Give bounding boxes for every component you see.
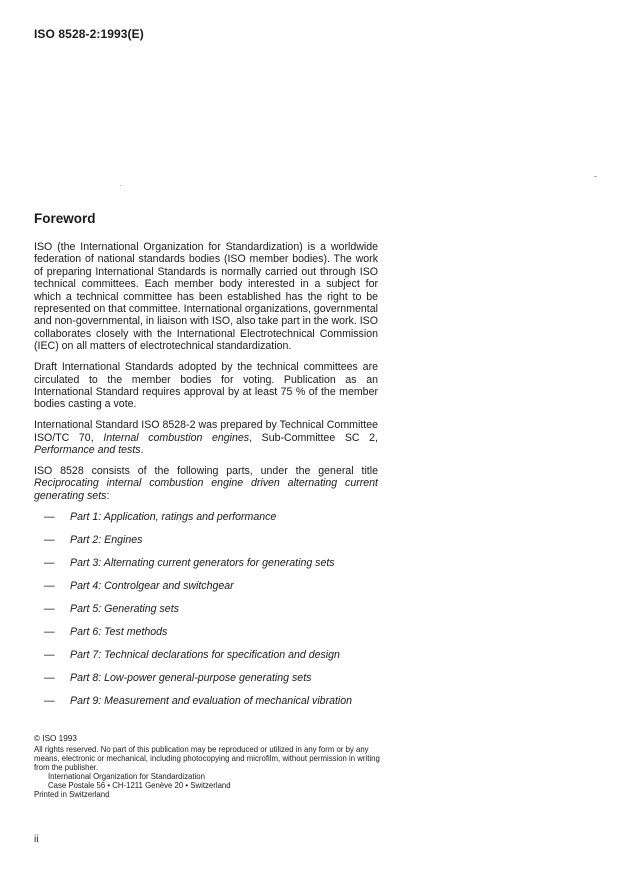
- list-item: [34, 534, 378, 557]
- part-title: Part 4: Controlgear and switchgear: [70, 579, 234, 592]
- part-title: Part 1: Application, ratings and performance: [70, 510, 277, 523]
- dash: —: [44, 694, 55, 707]
- part-title: Part 5: Generating sets: [70, 602, 179, 615]
- dash: —: [44, 556, 55, 569]
- foreword-paragraph-1: ISO (the International Organization for Standardization) is a worldwide federation of national standards bodies (ISO member bodies). The work of preparing International Standards is normally carried out through ISO technical committees. Each member body interested in a subject for which a technical committee has been established has the right to be represented on that committee. International organizations, governmental and non-governmental, in liaison with ISO, also take part in the work. ISO collaborates closely with the International Electrotechnical Commission (IEC) on all matters of electrotechnical standardization.: [34, 241, 378, 353]
- part-title: Part 9: Measurement and evaluation of mechanical vibration: [70, 694, 353, 707]
- part-title: Part 8: Low-power general-purpose generating sets: [70, 671, 312, 684]
- text-run: ISO 8528 consists of the following parts, under the general title: [34, 465, 378, 477]
- text-run: International Standard ISO 8528-2 was prepared by Technical Committee ISO/TC 70,: [34, 419, 378, 444]
- part-title: Part 3: Alternating current generators for generating sets: [70, 556, 335, 569]
- list-item: [34, 557, 378, 580]
- document-id-header: ISO 8528-2:1993(E): [34, 27, 144, 41]
- dash: —: [44, 533, 55, 546]
- foreword-paragraph-3: [34, 419, 378, 456]
- part-title: Part 6: Test methods: [70, 625, 168, 638]
- foreword-body: [34, 241, 378, 718]
- rights-statement: All rights reserved. No part of this publication may be reproduced or utilized in any form or by any means, electronic or mechanical, including photocopying and microfilm, without permission in writing from the publisher.: [34, 745, 380, 772]
- foreword-paragraph-4: [34, 465, 378, 502]
- dash: —: [44, 648, 55, 661]
- list-item: [34, 672, 378, 695]
- scan-speck: [594, 176, 597, 177]
- list-item: [34, 511, 378, 534]
- dash: —: [44, 602, 55, 615]
- dash: —: [44, 625, 55, 638]
- copyright-block: [34, 734, 384, 799]
- subcommittee-name: Performance and tests: [34, 444, 141, 457]
- organization-name: International Organization for Standardization: [48, 772, 205, 781]
- part-title: Part 2: Engines: [70, 533, 143, 546]
- parts-list: [34, 511, 378, 718]
- copyright-notice: © ISO 1993: [34, 734, 77, 743]
- committee-name: Internal combustion engines: [103, 431, 250, 444]
- list-item: [34, 580, 378, 603]
- list-item: [34, 695, 378, 718]
- text-run: :: [106, 489, 110, 502]
- general-title: Reciprocating internal combustion engine driven alternating current generating sets: [34, 477, 378, 502]
- text-run: .: [140, 444, 144, 457]
- list-item: [34, 626, 378, 649]
- text-run: , Sub-Committee SC 2,: [249, 431, 378, 444]
- foreword-title: Foreword: [34, 211, 96, 226]
- list-item: [34, 649, 378, 672]
- dash: —: [44, 510, 55, 523]
- part-title: Part 7: Technical declarations for specification and design: [70, 648, 340, 661]
- scan-speck: [120, 185, 121, 186]
- dash: —: [44, 579, 55, 592]
- dash: —: [44, 671, 55, 684]
- printed-in: Printed in Switzerland: [34, 790, 110, 799]
- page-number: ii: [34, 834, 39, 845]
- foreword-paragraph-2: Draft International Standards adopted by the technical committees are circulated to the member bodies for voting. Publication as an International Standard requires approval by at least 75 % of the member bodies casting a vote.: [34, 361, 378, 411]
- organization-address: Case Postale 56 • CH-1211 Genève 20 • Switzerland: [48, 781, 231, 790]
- list-item: [34, 603, 378, 626]
